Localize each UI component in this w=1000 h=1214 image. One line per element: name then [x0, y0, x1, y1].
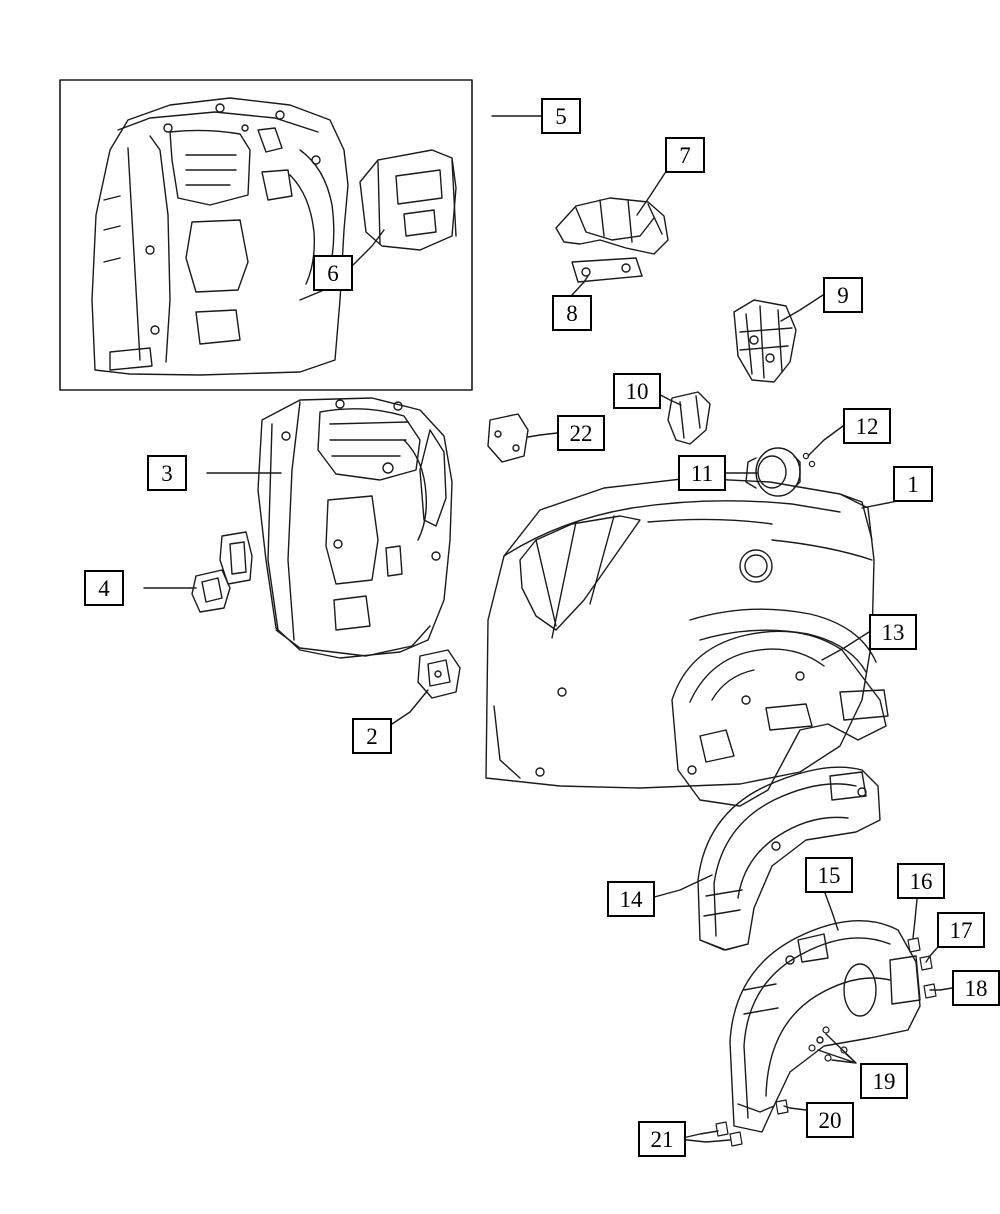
callout-22[interactable]: 22: [557, 415, 605, 451]
item10-bracket: [668, 392, 710, 444]
callout-19[interactable]: 19: [860, 1063, 908, 1099]
callout-5[interactable]: 5: [541, 98, 581, 134]
item4-brackets: [192, 532, 252, 612]
callout-6[interactable]: 6: [313, 255, 353, 291]
callout-7[interactable]: 7: [665, 137, 705, 173]
item7-reinforcement: [556, 198, 668, 254]
callout-16[interactable]: 16: [897, 863, 945, 899]
callout-4[interactable]: 4: [84, 570, 124, 606]
item15-liner: [730, 921, 920, 1132]
callout-2[interactable]: 2: [352, 718, 392, 754]
callout-15[interactable]: 15: [805, 857, 853, 893]
item22-bracket: [488, 414, 528, 462]
item2-bracket: [418, 650, 460, 698]
item1-quarter-panel: [486, 478, 876, 788]
callout-3[interactable]: 3: [147, 455, 187, 491]
item6-panel: [360, 150, 456, 250]
callout-12[interactable]: 12: [843, 408, 891, 444]
callout-9[interactable]: 9: [823, 277, 863, 313]
item8-strip: [572, 258, 642, 282]
callout-1[interactable]: 1: [893, 466, 933, 502]
callout-17[interactable]: 17: [937, 912, 985, 948]
callout-13[interactable]: 13: [869, 614, 917, 650]
item11-fuel-housing: [746, 448, 800, 496]
callout-20[interactable]: 20: [806, 1102, 854, 1138]
callout-21[interactable]: 21: [638, 1121, 686, 1157]
callout-18[interactable]: 18: [952, 970, 1000, 1006]
callout-8[interactable]: 8: [552, 295, 592, 331]
callout-14[interactable]: 14: [607, 881, 655, 917]
item3-inner-panel: [258, 398, 452, 658]
callout-11[interactable]: 11: [678, 455, 726, 491]
item9-bracket: [734, 300, 796, 382]
inner-quarter-structure: [92, 98, 348, 375]
callout-10[interactable]: 10: [613, 373, 661, 409]
